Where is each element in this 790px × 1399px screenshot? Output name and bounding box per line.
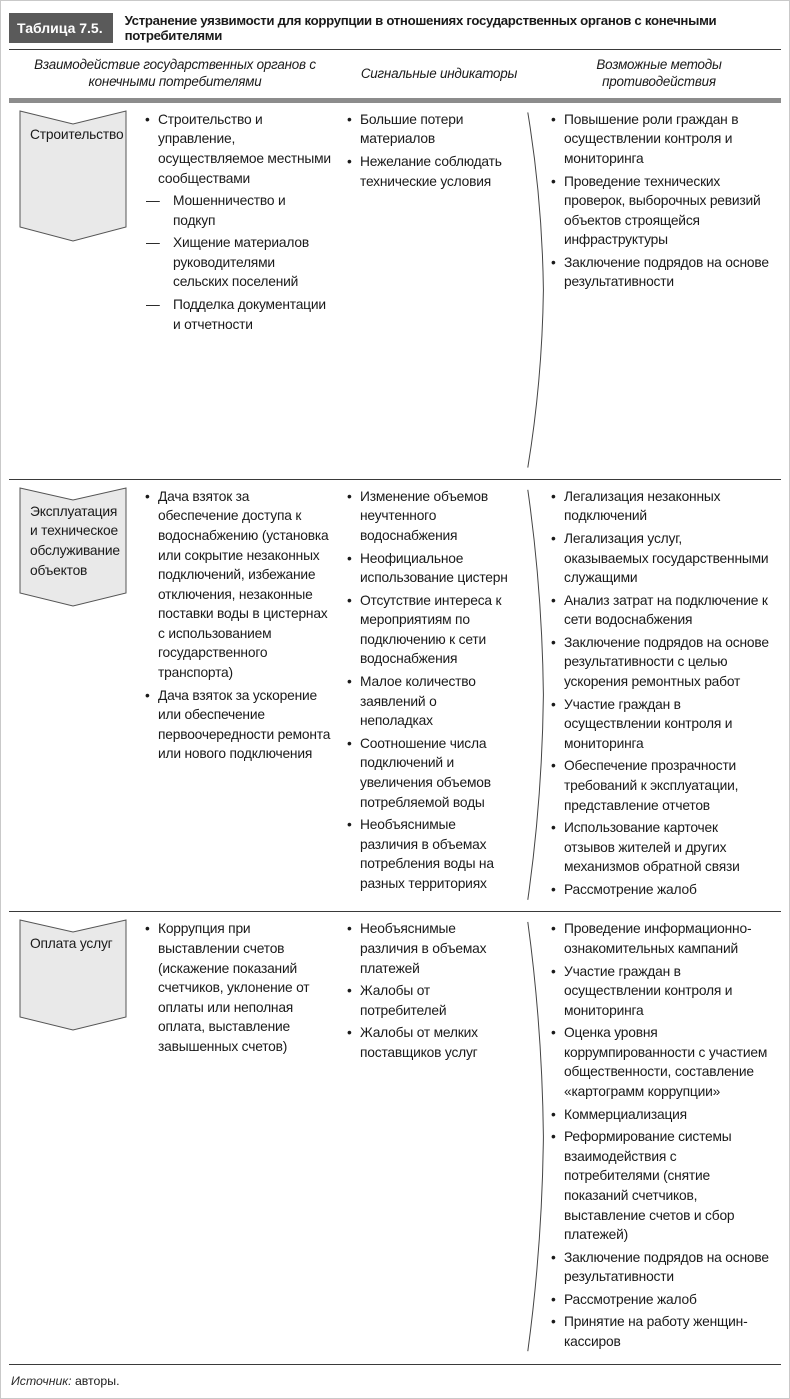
category-label: Строительство bbox=[30, 126, 124, 142]
bullet-marker: • bbox=[347, 921, 352, 937]
source-text: авторы. bbox=[74, 1373, 120, 1388]
interaction-item bbox=[145, 110, 331, 188]
interaction-list bbox=[141, 487, 343, 903]
method-item bbox=[551, 529, 769, 588]
method-item bbox=[551, 1023, 769, 1101]
method-item-text: Рассмотрение жалоб bbox=[564, 1291, 697, 1307]
interaction-item bbox=[145, 233, 331, 292]
indicator-item-text: Малое количество заявлений о неполадках bbox=[360, 674, 476, 729]
bullet-marker: • bbox=[551, 1314, 556, 1330]
category-cell bbox=[9, 919, 141, 1354]
interaction-item-text: Дача взяток за обеспечение доступа к водоснабжению (установка или сокрытие незаконных подключений, избежание отключения, незаконные поставки воды в цистернах с использованием государственного транспорта) bbox=[158, 488, 329, 681]
table-number-label: Таблица 7.5. bbox=[9, 13, 113, 43]
method-item bbox=[551, 253, 769, 292]
bullet-marker: • bbox=[551, 696, 556, 712]
interaction-item-text: Коррупция при выставлении счетов (искажение показаний счетчиков, уклонение от оплаты или неполная оплата, выставление завышенных счетов) bbox=[158, 921, 310, 1054]
indicator-item bbox=[347, 152, 511, 191]
indicator-item bbox=[347, 1023, 511, 1062]
method-item bbox=[551, 633, 769, 692]
column-headers bbox=[9, 50, 781, 98]
category-cell bbox=[9, 110, 141, 470]
indicator-item bbox=[347, 110, 511, 149]
bullet-marker: • bbox=[145, 921, 150, 937]
indicator-item-text: Необъяснимые различия в объемах потребления воды на разных территориях bbox=[360, 817, 494, 891]
bullet-marker: • bbox=[551, 254, 556, 270]
bracket-divider bbox=[523, 919, 547, 1354]
bullet-marker: • bbox=[347, 817, 352, 833]
bullet-marker: • bbox=[347, 983, 352, 999]
bullet-marker: • bbox=[347, 550, 352, 566]
method-item bbox=[551, 110, 769, 169]
method-item-text: Участие граждан в осуществлении контроля и мониторинга bbox=[564, 696, 733, 751]
bullet-marker: • bbox=[551, 634, 556, 650]
bullet-marker: • bbox=[551, 963, 556, 979]
category-banner bbox=[19, 919, 127, 1031]
bullet-marker: • bbox=[551, 1129, 556, 1145]
bullet-marker: • bbox=[551, 1249, 556, 1265]
indicator-item-text: Жалобы от мелких поставщиков услуг bbox=[360, 1025, 478, 1060]
table-title: Устранение уязвимости для коррупции в отношениях государственных органов с конечными потребителями bbox=[124, 13, 717, 43]
indicator-item bbox=[347, 549, 511, 588]
table-row bbox=[9, 480, 781, 913]
method-item-text: Участие граждан в осуществлении контроля и мониторинга bbox=[564, 963, 733, 1018]
method-item-text: Рассмотрение жалоб bbox=[564, 881, 697, 897]
indicator-item-text: Отсутствие интереса к мероприятиям по подключению к сети водоснабжения bbox=[360, 592, 502, 667]
method-item-text: Обеспечение прозрачности требований к эксплуатации, представление отчетов bbox=[564, 758, 739, 813]
dash-marker: — bbox=[146, 235, 160, 251]
interaction-item bbox=[145, 487, 331, 683]
method-item bbox=[551, 880, 769, 900]
bullet-marker: • bbox=[145, 488, 150, 504]
indicator-item bbox=[347, 815, 511, 893]
method-item-text: Реформирование системы взаимодействия с потребителями (снятие показаний счетчиков, выставление счетов и сбор платежей) bbox=[564, 1129, 735, 1243]
bullet-marker: • bbox=[145, 111, 150, 127]
table-row bbox=[9, 912, 781, 1364]
bullet-marker: • bbox=[551, 488, 556, 504]
method-item-text: Оценка уровня коррумпированности с участием общественности, составление «картограмм коррупции» bbox=[564, 1025, 768, 1100]
methods-list bbox=[547, 919, 781, 1354]
bullet-marker: • bbox=[551, 1291, 556, 1307]
bullet-marker: • bbox=[347, 1025, 352, 1041]
bullet-marker: • bbox=[551, 1106, 556, 1122]
source-label: Источник: bbox=[11, 1373, 72, 1388]
table-row bbox=[9, 103, 781, 480]
indicator-item bbox=[347, 487, 511, 546]
bullet-marker: • bbox=[347, 674, 352, 690]
method-item bbox=[551, 1127, 769, 1244]
indicator-item-text: Соотношение числа подключений и увеличения объемов потребляемой воды bbox=[360, 735, 491, 810]
dash-marker: — bbox=[146, 193, 160, 209]
method-item-text: Заключение подрядов на основе результативности с целью ускорения ремонтных работ bbox=[564, 634, 769, 690]
bracket-icon bbox=[523, 487, 547, 903]
method-item bbox=[551, 1248, 769, 1287]
indicator-item-text: Неофициальное использование цистерн bbox=[360, 550, 508, 586]
methods-list bbox=[547, 487, 781, 903]
bullet-marker: • bbox=[551, 592, 556, 608]
category-banner bbox=[19, 110, 127, 242]
interaction-item bbox=[145, 295, 331, 334]
indicators-list bbox=[343, 919, 523, 1354]
method-item-text: Легализация услуг, оказываемых государственными служащими bbox=[564, 531, 769, 586]
method-item-text: Заключение подрядов на основе результативности bbox=[564, 1249, 769, 1285]
column-header-interaction: Взаимодействие государственных органов с конечными потребителями bbox=[34, 57, 316, 90]
interaction-item bbox=[145, 191, 331, 230]
interaction-item bbox=[145, 919, 331, 1056]
bullet-marker: • bbox=[551, 881, 556, 897]
indicators-list bbox=[343, 110, 523, 470]
methods-list bbox=[547, 110, 781, 470]
indicator-item bbox=[347, 981, 511, 1020]
indicator-item-text: Нежелание соблюдать технические условия bbox=[360, 154, 502, 189]
method-item-text: Анализ затрат на подключение к сети водоснабжения bbox=[564, 592, 768, 628]
method-item bbox=[551, 962, 769, 1021]
interaction-item-text: Дача взяток за ускорение или обеспечение первоочередности ремонта или нового подключения bbox=[158, 687, 331, 762]
method-item-text: Проведение технических проверок, выборочных ревизий объектов строящейся инфраструктуры bbox=[564, 173, 761, 248]
interaction-item-text: Мошенничество и подкуп bbox=[173, 193, 286, 228]
method-item bbox=[551, 1290, 769, 1310]
method-item bbox=[551, 919, 769, 958]
dash-marker: — bbox=[146, 297, 160, 313]
bullet-marker: • bbox=[551, 1025, 556, 1041]
table-title-bar bbox=[9, 13, 781, 43]
method-item-text: Проведение информационно-ознакомительных кампаний bbox=[564, 921, 752, 956]
bullet-marker: • bbox=[347, 154, 352, 169]
bullet-marker: • bbox=[551, 531, 556, 546]
indicator-item-text: Большие потери материалов bbox=[360, 111, 464, 147]
indicator-item bbox=[347, 672, 511, 731]
bullet-marker: • bbox=[551, 173, 556, 189]
method-item bbox=[551, 756, 769, 815]
indicator-item bbox=[347, 919, 511, 978]
bracket-divider bbox=[523, 110, 547, 470]
method-item-text: Принятие на работу женщин-кассиров bbox=[564, 1314, 748, 1349]
indicator-item-text: Необъяснимые различия в объемах платежей bbox=[360, 921, 487, 976]
bullet-marker: • bbox=[551, 921, 556, 937]
method-item-text: Повышение роли граждан в осуществлении контроля и мониторинга bbox=[564, 111, 739, 166]
method-item bbox=[551, 487, 769, 526]
source-note bbox=[9, 1365, 781, 1398]
bullet-marker: • bbox=[551, 758, 556, 774]
column-header-indicators: Сигнальные индикаторы bbox=[360, 65, 518, 81]
bracket-icon bbox=[523, 919, 547, 1354]
method-item bbox=[551, 172, 769, 250]
column-header-methods: Возможные методы противодействия bbox=[596, 57, 722, 90]
indicator-item-text: Жалобы от потребителей bbox=[360, 983, 447, 1018]
interaction-item bbox=[145, 686, 331, 764]
method-item-text: Заключение подрядов на основе результативности bbox=[564, 254, 769, 290]
category-banner bbox=[19, 487, 127, 607]
indicator-item bbox=[347, 591, 511, 669]
bullet-marker: • bbox=[347, 111, 352, 127]
bullet-marker: • bbox=[347, 488, 352, 504]
method-item bbox=[551, 818, 769, 877]
category-label: Эксплуатация и техническое обслуживание объектов bbox=[30, 503, 120, 578]
method-item bbox=[551, 1105, 769, 1125]
bullet-marker: • bbox=[551, 111, 556, 127]
interaction-item-text: Хищение материалов руководителями сельских поселений bbox=[173, 235, 309, 290]
bullet-marker: • bbox=[145, 687, 150, 703]
interaction-list bbox=[141, 919, 343, 1354]
category-label: Оплата услуг bbox=[30, 936, 113, 952]
method-item-text: Легализация незаконных подключений bbox=[564, 488, 721, 524]
bracket-divider bbox=[523, 487, 547, 903]
bullet-marker: • bbox=[551, 820, 556, 836]
indicator-item bbox=[347, 734, 511, 812]
interaction-list bbox=[141, 110, 343, 470]
method-item-text: Коммерциализация bbox=[564, 1106, 687, 1122]
bullet-marker: • bbox=[347, 592, 352, 608]
bullet-marker: • bbox=[347, 735, 352, 751]
method-item bbox=[551, 1312, 769, 1351]
method-item bbox=[551, 591, 769, 630]
indicator-item-text: Изменение объемов неучтенного водоснабжения bbox=[360, 488, 489, 543]
bracket-icon bbox=[523, 110, 547, 470]
interaction-item-text: Строительство и управление, осуществляемое местными сообществами bbox=[158, 111, 331, 186]
category-cell bbox=[9, 487, 141, 903]
method-item-text: Использование карточек отзывов жителей и других механизмов обратной связи bbox=[564, 820, 740, 875]
indicators-list bbox=[343, 487, 523, 903]
method-item bbox=[551, 695, 769, 754]
interaction-item-text: Подделка документации и отчетности bbox=[173, 297, 326, 332]
